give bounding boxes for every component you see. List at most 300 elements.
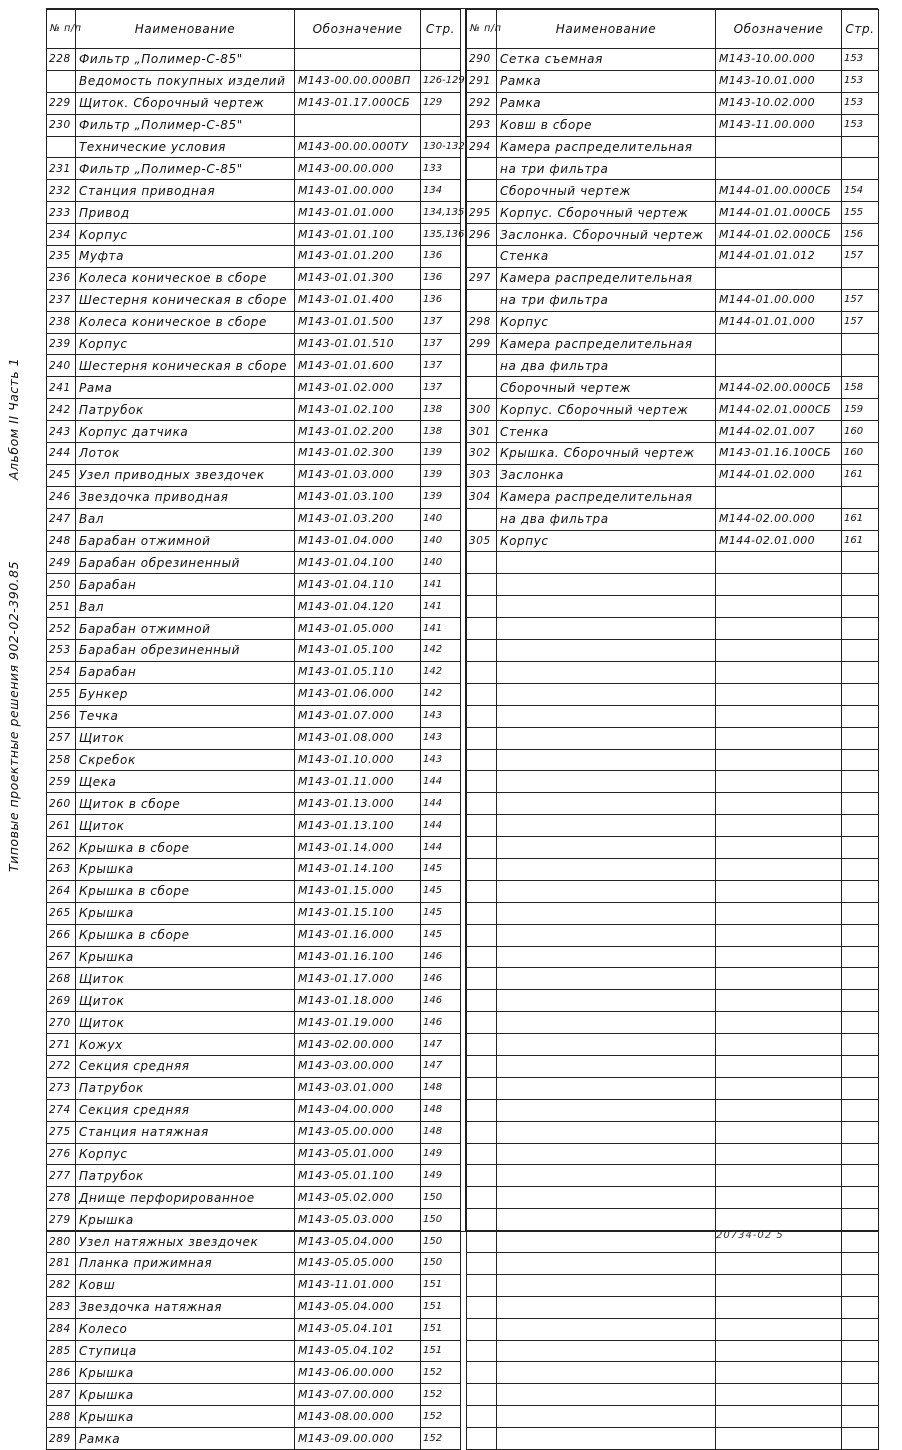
row-code: М143-01.04.000 <box>295 530 421 552</box>
row-number: 253 <box>47 640 76 662</box>
row-page: 141 <box>421 618 461 640</box>
row-name: на два фильтра <box>497 508 716 530</box>
index-table-right <box>466 9 879 1450</box>
row-name: Камера распределительная <box>497 267 716 289</box>
table-row <box>467 771 879 793</box>
row-page: 142 <box>421 640 461 662</box>
row-page: 146 <box>421 990 461 1012</box>
row-number: 290 <box>467 49 497 71</box>
row-code <box>295 114 421 136</box>
table-row <box>467 1165 879 1187</box>
table-row <box>47 202 461 224</box>
row-code: М143-01.13.100 <box>295 815 421 837</box>
row-page <box>842 1077 879 1099</box>
row-code: М144-01.00.000 <box>716 289 842 311</box>
row-page: 141 <box>421 574 461 596</box>
row-name: Щека <box>76 771 295 793</box>
row-name <box>497 727 716 749</box>
row-page: 161 <box>842 464 879 486</box>
row-number: 234 <box>47 224 76 246</box>
row-number: 297 <box>467 267 497 289</box>
table-row <box>47 705 461 727</box>
row-code <box>716 1252 842 1274</box>
row-name <box>497 924 716 946</box>
row-name: Заслонка <box>497 464 716 486</box>
row-name: Ковш <box>76 1274 295 1296</box>
row-name: Барабан отжимной <box>76 618 295 640</box>
row-name <box>497 1209 716 1231</box>
row-number: 268 <box>47 968 76 990</box>
row-page: 140 <box>421 552 461 574</box>
row-code: М143-01.18.000 <box>295 990 421 1012</box>
row-name <box>497 1077 716 1099</box>
row-name: Камера распределительная <box>497 486 716 508</box>
row-number: 288 <box>47 1406 76 1428</box>
row-page: 150 <box>421 1231 461 1253</box>
row-number <box>467 837 497 859</box>
row-code <box>716 1143 842 1165</box>
row-name <box>497 574 716 596</box>
row-number: 271 <box>47 1034 76 1056</box>
row-name: Стенка <box>497 246 716 268</box>
row-code: М144-02.00.000СБ <box>716 377 842 399</box>
row-page: 149 <box>421 1143 461 1165</box>
row-code: М143-07.00.000 <box>295 1384 421 1406</box>
row-number: 276 <box>47 1143 76 1165</box>
row-name: Днище перфорированное <box>76 1187 295 1209</box>
row-page: 137 <box>421 377 461 399</box>
row-name: Корпус <box>76 333 295 355</box>
row-name: Сетка съемная <box>497 49 716 71</box>
row-page: 133 <box>421 158 461 180</box>
table-row <box>47 1296 461 1318</box>
table-row <box>47 1012 461 1034</box>
row-page: 135,136 <box>421 224 461 246</box>
table-row <box>467 333 879 355</box>
row-page: 150 <box>421 1187 461 1209</box>
row-number: 260 <box>47 793 76 815</box>
row-number: 266 <box>47 924 76 946</box>
row-name <box>497 618 716 640</box>
row-name <box>497 968 716 990</box>
table-row <box>467 640 879 662</box>
row-name: Ведомость покупных изделий <box>76 70 295 92</box>
table-row <box>47 530 461 552</box>
row-name: Щиток <box>76 990 295 1012</box>
row-name: Крышка <box>76 946 295 968</box>
row-page: 143 <box>421 749 461 771</box>
table-row <box>47 946 461 968</box>
row-code: М143-01.01.600 <box>295 355 421 377</box>
row-page: 134 <box>421 180 461 202</box>
table-row <box>467 1034 879 1056</box>
row-name <box>497 1274 716 1296</box>
row-code: М143-01.01.500 <box>295 311 421 333</box>
row-number: 283 <box>47 1296 76 1318</box>
row-number: 237 <box>47 289 76 311</box>
row-name <box>497 1165 716 1187</box>
table-row <box>467 1252 879 1274</box>
table-row <box>47 136 461 158</box>
row-code: М143-01.17.000 <box>295 968 421 990</box>
row-name: Звездочка приводная <box>76 486 295 508</box>
row-name: Щиток <box>76 1012 295 1034</box>
row-page <box>842 990 879 1012</box>
row-number: 280 <box>47 1231 76 1253</box>
row-number: 236 <box>47 267 76 289</box>
row-name: Лоток <box>76 443 295 465</box>
row-number: 249 <box>47 552 76 574</box>
row-name: на два фильтра <box>497 355 716 377</box>
row-number <box>467 990 497 1012</box>
album-part-label: Альбом II Часть 1 <box>6 357 21 480</box>
row-code <box>716 683 842 705</box>
row-page <box>842 946 879 968</box>
row-page <box>842 1296 879 1318</box>
row-name: Рама <box>76 377 295 399</box>
row-name: Патрубок <box>76 1165 295 1187</box>
row-number <box>467 618 497 640</box>
row-name: Крышка <box>76 1384 295 1406</box>
row-code: М143-05.04.000 <box>295 1231 421 1253</box>
row-page: 138 <box>421 399 461 421</box>
row-code <box>716 355 842 377</box>
table-row <box>47 1231 461 1253</box>
row-number: 305 <box>467 530 497 552</box>
row-name <box>497 1231 716 1253</box>
row-code: М143-00.00.000 <box>295 158 421 180</box>
table-row <box>467 924 879 946</box>
table-row <box>467 136 879 158</box>
row-page: 154 <box>842 180 879 202</box>
row-number: 275 <box>47 1121 76 1143</box>
row-code <box>716 815 842 837</box>
row-page <box>842 771 879 793</box>
row-name: Корпус. Сборочный чертеж <box>497 202 716 224</box>
header-page: Стр. <box>842 10 879 49</box>
table-row <box>47 902 461 924</box>
table-row <box>467 727 879 749</box>
row-number: 286 <box>47 1362 76 1384</box>
row-name: Патрубок <box>76 1077 295 1099</box>
table-row <box>47 1077 461 1099</box>
row-code: М143-01.04.110 <box>295 574 421 596</box>
row-name <box>497 1252 716 1274</box>
row-code: М143-01.03.100 <box>295 486 421 508</box>
table-row <box>47 1187 461 1209</box>
table-row <box>47 618 461 640</box>
row-code: М143-01.05.110 <box>295 661 421 683</box>
row-page: 140 <box>421 530 461 552</box>
row-code: М143-03.00.000 <box>295 1055 421 1077</box>
row-page <box>842 158 879 180</box>
row-number: 279 <box>47 1209 76 1231</box>
row-page: 160 <box>842 421 879 443</box>
row-code: М143-08.00.000 <box>295 1406 421 1428</box>
row-page <box>842 355 879 377</box>
row-page: 129 <box>421 92 461 114</box>
row-name <box>497 815 716 837</box>
row-number: 252 <box>47 618 76 640</box>
row-number: 228 <box>47 49 76 71</box>
row-name: Камера распределительная <box>497 333 716 355</box>
row-number: 294 <box>467 136 497 158</box>
row-number <box>467 246 497 268</box>
row-page: 155 <box>842 202 879 224</box>
row-page <box>842 749 879 771</box>
row-page: 147 <box>421 1034 461 1056</box>
row-number: 257 <box>47 727 76 749</box>
row-code: М143-01.03.000 <box>295 464 421 486</box>
row-page <box>842 705 879 727</box>
row-code <box>716 1034 842 1056</box>
row-page: 153 <box>842 70 879 92</box>
row-number: 256 <box>47 705 76 727</box>
row-name: Крышка <box>76 1362 295 1384</box>
table-row <box>467 1121 879 1143</box>
table-row <box>47 1428 461 1450</box>
row-code <box>716 158 842 180</box>
row-code <box>716 968 842 990</box>
row-page <box>842 1055 879 1077</box>
row-number <box>467 858 497 880</box>
row-page: 159 <box>842 399 879 421</box>
row-page <box>842 618 879 640</box>
row-page: 139 <box>421 464 461 486</box>
row-code: М143-01.14.000 <box>295 837 421 859</box>
row-name <box>497 1143 716 1165</box>
row-number: 304 <box>467 486 497 508</box>
row-number: 295 <box>467 202 497 224</box>
table-row <box>467 267 879 289</box>
table-row <box>467 1231 879 1253</box>
row-page: 134,135 <box>421 202 461 224</box>
row-page: 143 <box>421 705 461 727</box>
row-number: 293 <box>467 114 497 136</box>
row-page: 153 <box>842 49 879 71</box>
table-row <box>47 311 461 333</box>
row-name: Барабан <box>76 661 295 683</box>
row-page: 130-132 <box>421 136 461 158</box>
row-page: 152 <box>421 1428 461 1450</box>
row-code: М144-01.01.000 <box>716 311 842 333</box>
row-page: 139 <box>421 486 461 508</box>
row-page: 151 <box>421 1318 461 1340</box>
table-row <box>47 1362 461 1384</box>
row-code: М143-09.00.000 <box>295 1428 421 1450</box>
row-name: Станция приводная <box>76 180 295 202</box>
row-code <box>716 771 842 793</box>
row-name: Крышка. Сборочный чертеж <box>497 443 716 465</box>
row-page: 142 <box>421 661 461 683</box>
row-page <box>842 1099 879 1121</box>
row-number <box>467 727 497 749</box>
row-name: Заслонка. Сборочный чертеж <box>497 224 716 246</box>
table-row <box>467 880 879 902</box>
table-row <box>467 1362 879 1384</box>
row-number: 238 <box>47 311 76 333</box>
table-row <box>47 771 461 793</box>
row-name: Крышка в сборе <box>76 837 295 859</box>
row-page <box>842 1362 879 1384</box>
table-row <box>47 683 461 705</box>
row-number: 273 <box>47 1077 76 1099</box>
row-page <box>421 49 461 71</box>
row-code: М143-01.03.200 <box>295 508 421 530</box>
table-row <box>47 1121 461 1143</box>
row-name: Течка <box>76 705 295 727</box>
row-number <box>467 574 497 596</box>
row-number: 296 <box>467 224 497 246</box>
row-number: 243 <box>47 421 76 443</box>
row-code: М143-06.00.000 <box>295 1362 421 1384</box>
row-name: Крышка в сборе <box>76 924 295 946</box>
row-page: 145 <box>421 858 461 880</box>
row-page <box>842 1231 879 1253</box>
table-row <box>467 1318 879 1340</box>
row-name <box>497 880 716 902</box>
row-code <box>716 1340 842 1362</box>
row-code <box>716 486 842 508</box>
row-number <box>467 355 497 377</box>
row-page: 156 <box>842 224 879 246</box>
row-name: Крышка <box>76 902 295 924</box>
table-row <box>467 1055 879 1077</box>
table-row <box>47 552 461 574</box>
row-code: М143-01.19.000 <box>295 1012 421 1034</box>
row-name <box>497 1406 716 1428</box>
row-code: М143-05.01.100 <box>295 1165 421 1187</box>
table-row <box>467 49 879 71</box>
row-number <box>467 289 497 311</box>
row-page: 145 <box>421 902 461 924</box>
table-row <box>467 377 879 399</box>
row-page <box>842 136 879 158</box>
row-code: М144-01.02.000СБ <box>716 224 842 246</box>
row-page: 144 <box>421 771 461 793</box>
row-name: Привод <box>76 202 295 224</box>
table-row <box>47 661 461 683</box>
row-number: 229 <box>47 92 76 114</box>
row-code: М143-01.08.000 <box>295 727 421 749</box>
row-code <box>716 640 842 662</box>
row-name: Кожух <box>76 1034 295 1056</box>
table-row <box>47 837 461 859</box>
row-page <box>842 858 879 880</box>
row-number <box>467 661 497 683</box>
table-row <box>467 1274 879 1296</box>
row-code: М143-00.00.000ВП <box>295 70 421 92</box>
row-code: М143-05.04.000 <box>295 1296 421 1318</box>
row-page: 149 <box>421 1165 461 1187</box>
row-name <box>497 771 716 793</box>
sidebar-caption <box>0 160 40 880</box>
table-row <box>467 1012 879 1034</box>
row-page: 137 <box>421 355 461 377</box>
row-name <box>497 1296 716 1318</box>
row-page: 144 <box>421 793 461 815</box>
table-row <box>47 49 461 71</box>
row-page: 161 <box>842 530 879 552</box>
table-row <box>467 158 879 180</box>
table-row <box>467 1077 879 1099</box>
table-row <box>467 902 879 924</box>
table-row <box>467 1340 879 1362</box>
row-number <box>467 1099 497 1121</box>
row-name: Ступица <box>76 1340 295 1362</box>
table-row <box>467 486 879 508</box>
row-name: Ковш в сборе <box>497 114 716 136</box>
table-row <box>467 399 879 421</box>
row-number <box>467 749 497 771</box>
row-number <box>467 815 497 837</box>
row-name: Сборочный чертеж <box>497 180 716 202</box>
row-code: М143-01.16.100 <box>295 946 421 968</box>
table-row <box>467 1428 879 1450</box>
row-name: Щиток в сборе <box>76 793 295 815</box>
row-name <box>497 1034 716 1056</box>
row-number <box>467 1318 497 1340</box>
row-number <box>467 377 497 399</box>
row-code: М143-10.02.000 <box>716 92 842 114</box>
row-page <box>842 1318 879 1340</box>
row-code <box>716 1274 842 1296</box>
header-code: Обозначение <box>295 10 421 49</box>
row-number <box>467 1252 497 1274</box>
row-number: 265 <box>47 902 76 924</box>
table-row <box>47 1252 461 1274</box>
row-code: М143-01.15.000 <box>295 880 421 902</box>
row-code <box>716 1362 842 1384</box>
row-number: 242 <box>47 399 76 421</box>
row-number: 264 <box>47 880 76 902</box>
row-page <box>842 1274 879 1296</box>
row-page: 145 <box>421 880 461 902</box>
row-code: М143-01.01.400 <box>295 289 421 311</box>
row-code <box>716 661 842 683</box>
row-page <box>842 924 879 946</box>
row-number <box>467 771 497 793</box>
row-number: 272 <box>47 1055 76 1077</box>
header-num: № п/п <box>47 10 76 49</box>
row-code: М143-05.01.000 <box>295 1143 421 1165</box>
row-code: М143-05.03.000 <box>295 1209 421 1231</box>
row-number <box>467 1362 497 1384</box>
header-name: Наименование <box>76 10 295 49</box>
table-row <box>47 486 461 508</box>
row-number <box>467 1121 497 1143</box>
row-number <box>467 705 497 727</box>
table-row <box>467 858 879 880</box>
row-name <box>497 990 716 1012</box>
row-name <box>497 1121 716 1143</box>
row-number <box>467 1034 497 1056</box>
table-row <box>467 793 879 815</box>
table-row <box>47 596 461 618</box>
row-code: М143-01.11.000 <box>295 771 421 793</box>
table-row <box>467 508 879 530</box>
row-code: М143-03.01.000 <box>295 1077 421 1099</box>
row-page <box>842 1340 879 1362</box>
table-row <box>47 880 461 902</box>
row-number: 277 <box>47 1165 76 1187</box>
row-name: Корпус <box>497 311 716 333</box>
row-number: 278 <box>47 1187 76 1209</box>
row-page: 161 <box>842 508 879 530</box>
row-code <box>716 596 842 618</box>
row-code: М144-01.00.000СБ <box>716 180 842 202</box>
row-number <box>467 1296 497 1318</box>
